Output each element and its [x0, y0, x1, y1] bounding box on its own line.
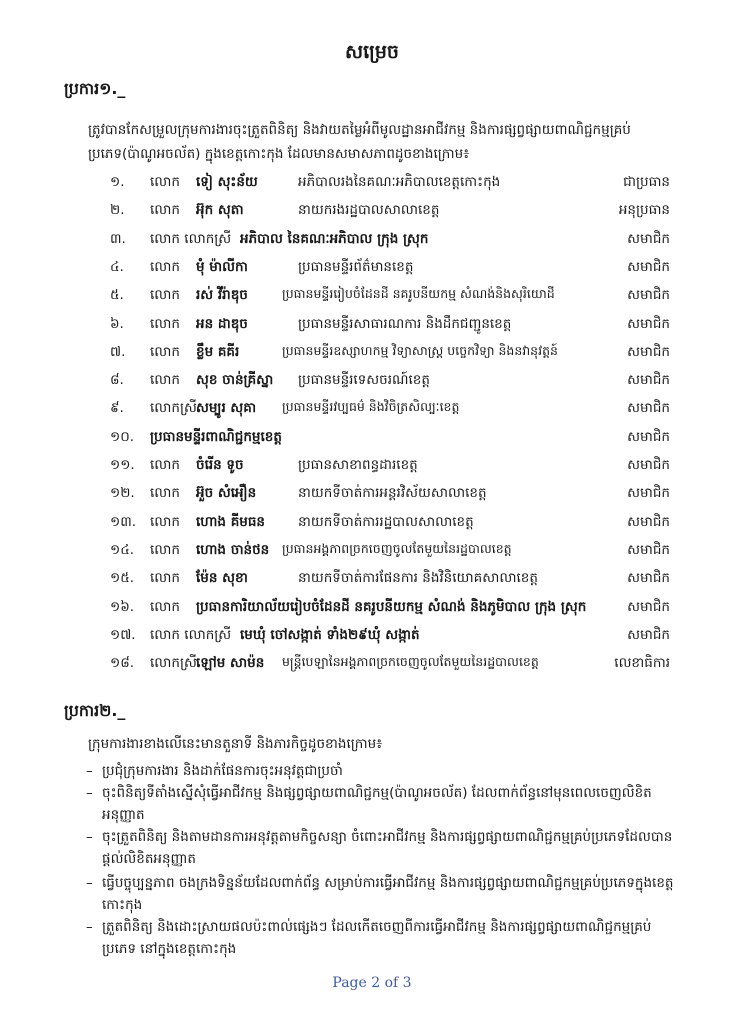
- member-name: ទៀ សុះន័យ: [196, 174, 258, 190]
- member-title: លោក: [150, 513, 180, 530]
- member-position: ប្រធានមន្ទីរព័ត៌មានខេត្ត: [298, 258, 414, 275]
- member-title: លោក: [150, 485, 180, 502]
- member-number: ៩.: [110, 400, 124, 417]
- member-name: ហោង ចាន់ថន: [196, 541, 270, 558]
- member-role: សមាជិក: [627, 570, 670, 587]
- member-row: [110, 371, 670, 399]
- member-number: ៧.: [110, 343, 126, 360]
- member-name: អន ដាឌុច: [196, 315, 248, 332]
- member-position: ប្រធានអង្គភាពច្រកចេញចូលតែមួយនៃរដ្ឋបាលខេត្ត: [282, 540, 512, 556]
- member-number: ៨.: [110, 372, 124, 389]
- member-row: [110, 201, 670, 229]
- member-title: លោក: [150, 202, 180, 219]
- article-1-intro: ត្រូវបានកែសម្រួលក្រុមការងារចុះត្រួតពិនិត្យ និងវាយតម្លៃអំពីមូលដ្ឋានអាជីវកម្ម និងការផ្សព្វផ្សាយពាណិជ្ជកម្មគ្រប់ប្រភេទ(ប៉ាណូអចល័ត) ក្នុងខេត្តកោះកុង ដែលមានសមាសភាពដូចខាងក្រោម៖: [88, 122, 631, 162]
- duty-item: [86, 916, 680, 960]
- member-position: ប្រធានសាខាពន្ធដារខេត្ត: [298, 457, 418, 473]
- member-name: សុខ ចាន់គ្រីស្នា: [196, 372, 274, 389]
- member-name: ឡៅម សាម៉ន: [196, 655, 265, 672]
- member-name: អ៊ុក សុតា: [196, 202, 244, 219]
- member-number: ១.: [110, 174, 125, 190]
- member-role: លេខាធិការ: [614, 655, 670, 672]
- member-role: សមាជិក: [627, 485, 670, 502]
- member-position: ប្រធានមន្ទីរឧស្សាហកម្ម វិទ្យាសាស្ត្រ បច្ចេកវិទ្យា និងនវានុវត្តន៍: [282, 342, 558, 358]
- member-title: លោក: [150, 541, 180, 558]
- duty-text: ចុះពិនិត្យទីតាំងស្នើសុំធ្វើអាជីវកម្ម និងផ្សព្វផ្សាយពាណិជ្ជកម្ម(ប៉ាណូអចល័ត) ដែលពាក់ព័ន្ធនៅមុនពេលចេញលិខិតអនុញ្ញាត: [102, 785, 652, 823]
- member-title: លោក: [150, 598, 180, 615]
- member-number: ១៨.: [110, 655, 135, 672]
- member-role: សមាជិក: [627, 428, 670, 445]
- member-number: ១០.: [110, 428, 135, 445]
- member-title: លោក: [150, 343, 180, 360]
- member-number: ១៥.: [110, 570, 135, 587]
- duty-item: [86, 826, 680, 870]
- member-position: ប្រធានមន្ទីរពាណិជ្ជកម្មខេត្ត: [150, 428, 282, 445]
- member-role: សមាជិក: [627, 598, 670, 615]
- member-position: ប្រធានមន្ទីររៀបចំដែនដី នគរូបនីយកម្ម សំណង់និងសុរិយោដី: [282, 286, 555, 302]
- member-number: ២.: [110, 202, 125, 219]
- bullet-dash: –: [86, 829, 93, 845]
- member-number: ៥.: [110, 287, 124, 304]
- member-row: [110, 230, 670, 258]
- member-row: [110, 484, 670, 512]
- bullet-dash: –: [86, 919, 93, 935]
- member-number: ៣.: [110, 230, 126, 247]
- article-2-heading: ប្រការ២._: [64, 701, 126, 720]
- member-title: លោក លោកស្រី: [150, 626, 232, 643]
- member-position: មេឃុំ ចៅសង្កាត់ ទាំង២៩ឃុំ សង្កាត់: [240, 626, 420, 643]
- member-row: [110, 343, 670, 371]
- member-number: ៦.: [110, 315, 124, 332]
- bullet-dash: –: [86, 763, 93, 779]
- member-title: លោក: [150, 258, 180, 275]
- member-number: ៤.: [110, 258, 124, 275]
- member-number: ១២.: [110, 485, 135, 502]
- member-name: សម្បូរ សុគា: [196, 400, 257, 417]
- member-role: សមាជិក: [627, 315, 670, 332]
- member-title: លោក: [150, 287, 180, 304]
- member-role: សមាជិក: [627, 258, 670, 275]
- member-row: [110, 541, 670, 569]
- member-title: លោក: [150, 457, 180, 473]
- article-1-heading: ប្រការ១._: [64, 79, 126, 98]
- duty-item: [86, 782, 680, 826]
- member-position: អភិបាលរងនៃគណៈអភិបាលខេត្តកោះកុង: [298, 174, 501, 190]
- duty-item: [86, 872, 680, 916]
- member-row: [110, 654, 670, 682]
- bullet-dash: –: [86, 785, 93, 801]
- member-row: [110, 513, 670, 541]
- member-row: [110, 598, 670, 626]
- member-name: មុំ ម៉ាលីកា: [196, 258, 248, 275]
- member-name: ហោង គីមធន: [196, 513, 265, 530]
- member-role: សមាជិក: [627, 541, 670, 558]
- member-title: លោក លោកស្រី: [150, 230, 232, 247]
- member-title: លោក: [150, 174, 180, 190]
- member-title: លោកស្រី: [150, 400, 197, 417]
- member-name: រស់ វីរ៉ាឌុច: [196, 287, 248, 304]
- member-title: លោក: [150, 315, 180, 332]
- member-title: លោក: [150, 372, 180, 389]
- member-number: ១៤.: [110, 541, 135, 558]
- article-2-intro: ក្រុមការងារខាងលើនេះមានតួនាទី និងភារកិច្ចដូចខាងក្រោម៖: [88, 736, 383, 752]
- member-position: ប្រធានមន្ទីរសាធារណការ និងដឹកជញ្ជូនខេត្ត: [298, 315, 512, 332]
- member-number: ១៣.: [110, 513, 137, 530]
- member-position: ប្រធានមន្ទីរវប្បធម៌ និងវិចិត្រសិល្បៈខេត្ត: [282, 399, 460, 415]
- member-name: ចំរើន ទូច: [196, 457, 244, 473]
- member-row: [110, 626, 670, 654]
- member-row: [110, 456, 670, 484]
- member-position: នាយកទីចាត់ការអន្តរវិស័យសាលាខេត្ត: [298, 485, 487, 502]
- member-role: ជាប្រធាន: [623, 174, 670, 190]
- member-row: [110, 399, 670, 427]
- member-role: សមាជិក: [627, 343, 670, 360]
- member-position: ប្រធានការិយាល័យរៀបចំដែនដី នគរូបនីយកម្ម សំណង់ និងភូមិបាល ក្រុង ស្រុក: [196, 598, 587, 615]
- member-number: ១១.: [110, 457, 135, 473]
- member-role: សមាជិក: [627, 400, 670, 417]
- member-position: នាយកទីចាត់ការផែនការ និងវិនិយោគសាលាខេត្ត: [298, 570, 538, 587]
- member-row: [110, 258, 670, 286]
- member-row: [110, 428, 670, 456]
- duty-text: ធ្វើបច្ចុប្បន្នភាព ចងក្រងទិន្នន័យដែលពាក់ព័ន្ធ សម្រាប់ការធ្វើអាជីវកម្ម និងការផ្សព្វផ្សាយពាណិជ្ជកម្មគ្រប់ប្រភេទក្នុងខេត្តកោះកុង: [102, 875, 674, 913]
- member-name: ខ្លឹម គគីរ: [196, 343, 240, 360]
- duty-text: ប្រជុំក្រុមការងារ និងដាក់ផែនការចុះអនុវត្តជាប្រចាំ: [102, 763, 343, 779]
- member-role: សមាជិក: [627, 626, 670, 643]
- member-title: លោក: [150, 570, 180, 587]
- decision-title: សម្រេច: [345, 41, 399, 63]
- page-number: Page 2 of 3: [332, 975, 412, 991]
- member-number: ១៧.: [110, 626, 136, 643]
- member-row: [110, 315, 670, 343]
- member-position: មន្ត្រីបេឡានៃអង្គភាពច្រកចេញចូលតែមួយនៃរដ្ឋបាលខេត្ត: [282, 654, 539, 670]
- member-row: [110, 569, 670, 597]
- member-position: នាយករងរដ្ឋបាលសាលាខេត្ត: [298, 202, 440, 219]
- duty-text: ត្រួតពិនិត្យ និងដោះស្រាយផលប៉ះពាល់ផ្សេងៗ ដែលកើតចេញពីការធ្វើអាជីវកម្ម និងការផ្សព្វផ្សាយពាណិជ្ជកម្មគ្រប់ប្រភេទ នៅក្នុងខេត្តកោះកុង: [102, 919, 652, 957]
- member-number: ១៦.: [110, 598, 135, 615]
- member-role: សមាជិក: [627, 372, 670, 389]
- member-role: អនុប្រធាន: [618, 202, 670, 219]
- member-position: នាយកទីចាត់ការរដ្ឋបាលសាលាខេត្ត: [298, 513, 474, 530]
- duty-item: [86, 760, 680, 782]
- member-row: [110, 286, 670, 314]
- member-row: [110, 173, 670, 201]
- member-name: ម៉ែន សុខា: [196, 570, 248, 587]
- member-role: សមាជិក: [627, 287, 670, 304]
- duty-text: ចុះត្រួតពិនិត្យ និងតាមដានការអនុវត្តតាមកិច្ចសន្យា ចំពោះអាជីវកម្ម និងការផ្សព្វផ្សាយពាណិជ្ជកម្មគ្រប់ប្រភេទដែលបានផ្តល់លិខិតអនុញ្ញាត: [102, 829, 673, 867]
- member-position: ប្រធានមន្ទីរទេសចរណ៍ខេត្ត: [298, 372, 430, 389]
- member-title: លោកស្រី: [150, 655, 197, 672]
- member-position: អភិបាល នៃគណៈអភិបាល ក្រុង ស្រុក: [240, 230, 429, 247]
- member-role: សមាជិក: [627, 513, 670, 530]
- bullet-dash: –: [86, 875, 93, 891]
- member-name: អ៊ួច សំអឿន: [196, 485, 257, 502]
- member-role: សមាជិក: [627, 230, 670, 247]
- member-role: សមាជិក: [627, 457, 670, 473]
